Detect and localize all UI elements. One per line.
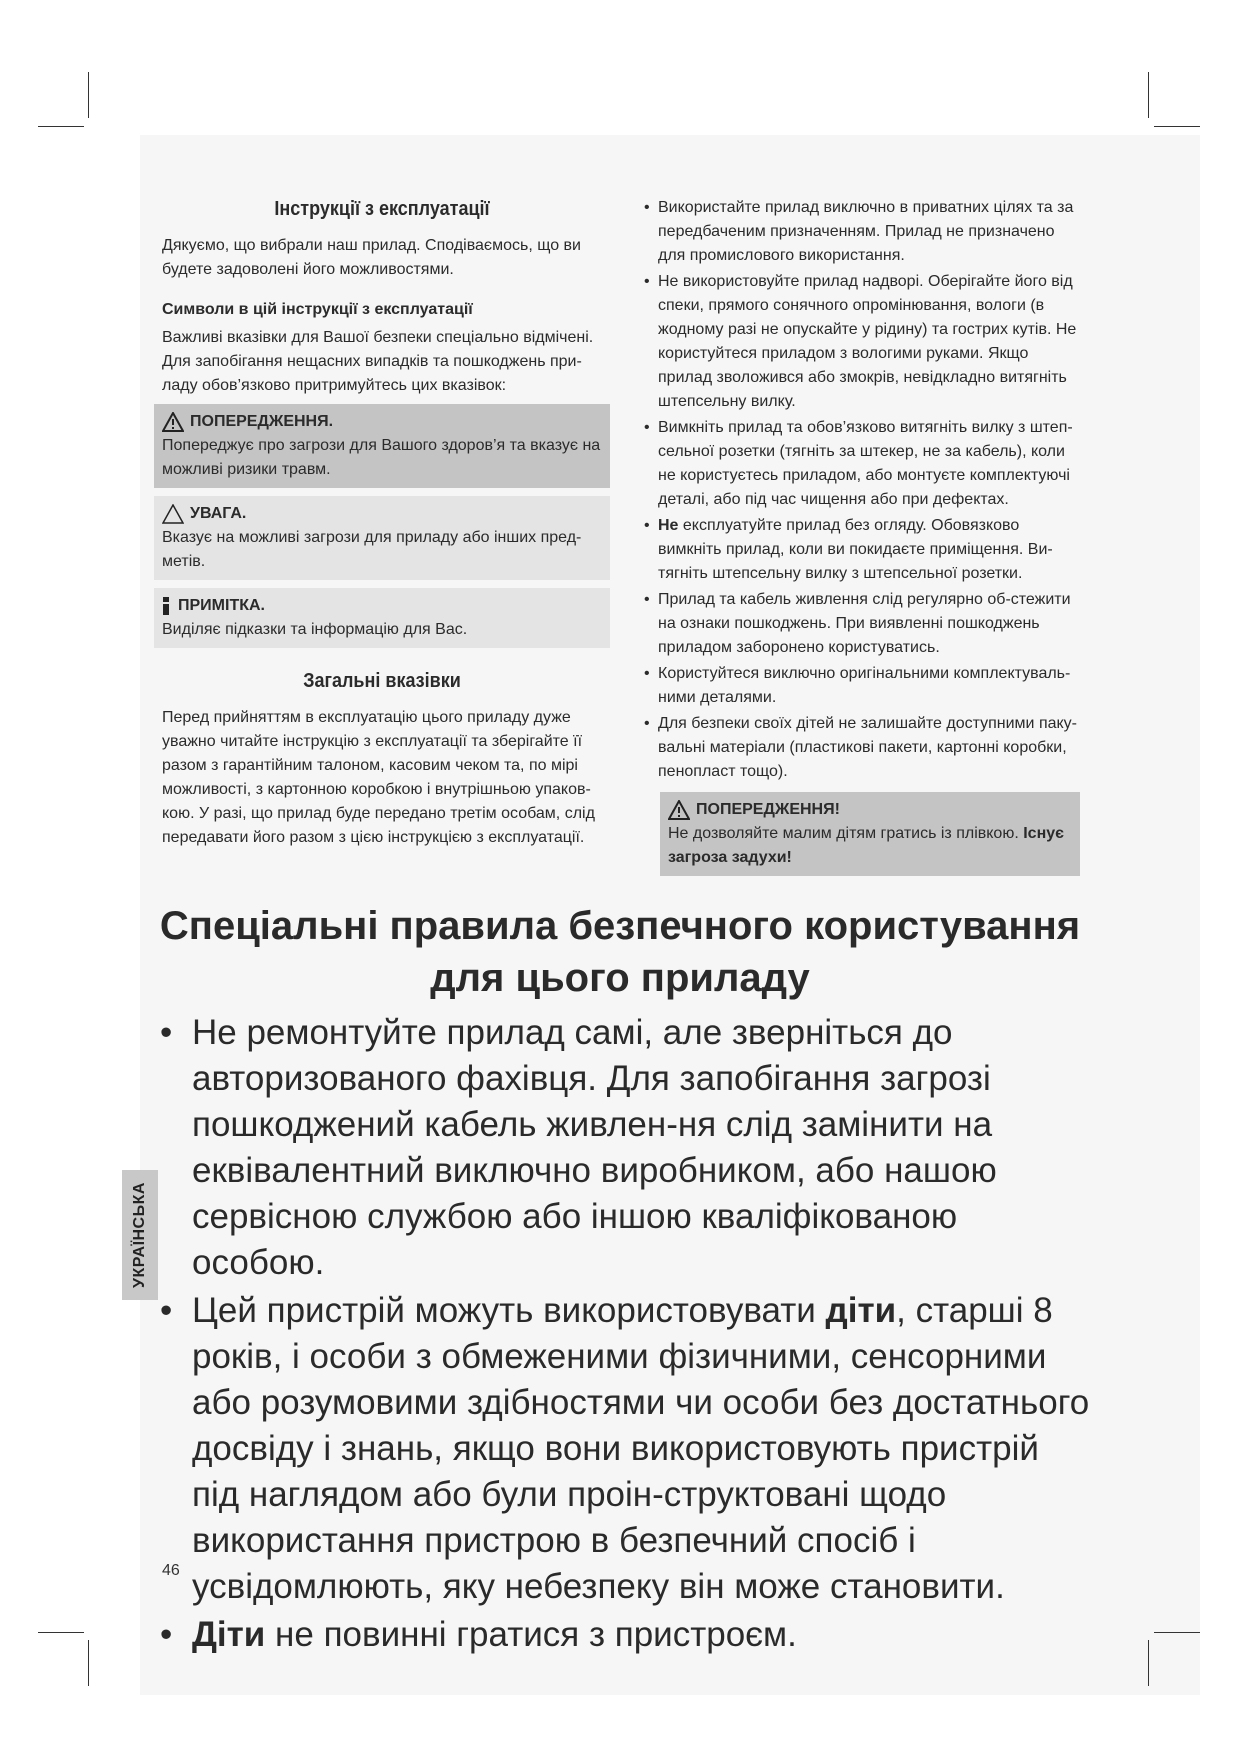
safety-list: [630, 196, 1080, 784]
list-item: • Діти не повинні гратися з пристроєм.: [160, 1615, 797, 1654]
crop-mark: [88, 1640, 89, 1686]
crop-mark: [1148, 1640, 1149, 1686]
special-rules-title: Спеціальні правила безпечного користування для цього приладу: [159, 904, 1081, 1000]
list-item: • Прилад та кабель живлення слід регулярно об-стежити на ознаки пошкоджень. При виявленні пошкоджень приладом заборонено користуватись.: [644, 591, 1071, 656]
list-item: • Не експлуатуйте прилад без огляду. Обовязково вимкніть прилад, коли ви покидаєте приміщення. Ви-тягніть штепсельну вилку з штепсельної розетки.: [644, 517, 1053, 582]
list-item: • Для безпеки своїх дітей не залишайте доступними паку-вальні матеріали (пластикові пакети, картонні коробки, пенопласт тощо).: [644, 715, 1078, 780]
caution-box-text: Вказує на можливі загрози для приладу або інших пред-метів.: [162, 529, 582, 570]
crop-mark: [1154, 126, 1200, 127]
crop-mark: [38, 126, 84, 127]
warning-box-title: ПОПЕРЕДЖЕННЯ.: [190, 413, 334, 430]
symbols-text: Важливі вказівки для Вашої безпеки спеціально відмічені. Для запобігання нещасних випадків та пошкоджень при-ладу обов’язково притримуйтесь цих вказівок:: [162, 329, 594, 394]
special-rules-list: [160, 1010, 1090, 1660]
intro-text: Дякуємо, що вибрали наш прилад. Сподіваємось, що ви будете задоволені його можливостями.: [162, 237, 581, 278]
warning-box-text: Попереджує про загрози для Вашого здоров’я та вказує на можливі ризики травм.: [162, 437, 601, 478]
general-text: Перед прийняттям в експлуатацію цього приладу дуже уважно читайте інструкцію з експлуатації та зберігайте її разом з гарантійним талоном, касовим чеком та, по мірі можливості, з картонною коробкою і внутрішньою упаков-кою. У разі, що прилад буде передано третім особам, слід передавати його разом з цією інструкцією з експлуатації.: [162, 709, 595, 846]
warning-box-title: ПОПЕРЕДЖЕННЯ!: [696, 801, 840, 818]
caution-triangle-icon: [162, 504, 184, 524]
list-item: • Вимкніть прилад та обов’язково витягніть вилку з штеп-сельної розетки (тягніть за штекер, не за кабель), коли не користуєтесь приладом, або монтуєте комплектуючі деталі, або під час чищення або при дефектах.: [644, 419, 1073, 508]
crop-mark: [38, 1632, 84, 1633]
caution-box-title: УВАГА.: [190, 505, 247, 522]
warning-box: [154, 404, 610, 488]
warning-box-children: [660, 792, 1080, 876]
crop-mark: [1148, 72, 1149, 118]
left-column: [162, 196, 602, 850]
list-item: • Цей пристрій можуть використовувати діти, старші 8 років, і особи з обмеженими фізичними, сенсорними або розумовими здібностями чи особи без достатнього досвіду і знань, якщо вони використовують пристрій під наглядом або були проін-структовані щодо використання пристрою в безпечний спосіб і усвідомлюють, яку небезпеку він може становити.: [160, 1291, 1090, 1606]
language-tab: УКРАЇНСЬКА: [122, 1170, 158, 1300]
warning-triangle-icon: [668, 800, 690, 820]
list-item: • Не ремонтуйте прилад самі, але зверніться до авторизованого фахівця. Для запобігання загрозі пошкоджений кабель живлен-ня слід замінити на еквівалентний виключно виробником, або нашою сервісною службою або іншою кваліфікованою особою.: [160, 1013, 997, 1282]
right-column: [630, 196, 1080, 884]
list-item: • Користуйтеся виключно оригінальними комплектуваль-ними деталями.: [644, 665, 1071, 706]
list-item: • Не використовуйте прилад надворі. Оберігайте його від спеки, прямого сонячного опромінювання, вологи (в жодному разі не опускайте у рідину) та гострих кутів. Не користуйтеся приладом з вологими руками. Якщо прилад зволожився або змокрів, невідкладно витягніть штепсельну вилку.: [644, 273, 1077, 410]
crop-mark: [88, 72, 89, 118]
list-item: • Використайте прилад виключно в приватних цілях та за передбаченим призначенням. Прилад не призначено для промислового використання.: [644, 199, 1074, 264]
note-box: [154, 588, 610, 648]
page-number: 46: [162, 1562, 180, 1579]
note-box-text: Виділяє підказки та інформацію для Вас.: [162, 621, 468, 638]
warning-box-text: Не дозволяйте малим дітям гратись із плівкою. Існує загроза задухи!: [668, 825, 1064, 866]
info-icon: [162, 597, 170, 615]
general-title: Загальні вказівки: [303, 670, 461, 692]
instructions-title: Інструкції з експлуатації: [274, 198, 490, 220]
warning-triangle-icon: [162, 412, 184, 432]
symbols-heading: Символи в цій інструкції з експлуатації: [162, 301, 473, 318]
caution-box: [154, 496, 610, 580]
note-box-title: ПРИМІТКА.: [178, 597, 265, 614]
crop-mark: [1154, 1632, 1200, 1633]
